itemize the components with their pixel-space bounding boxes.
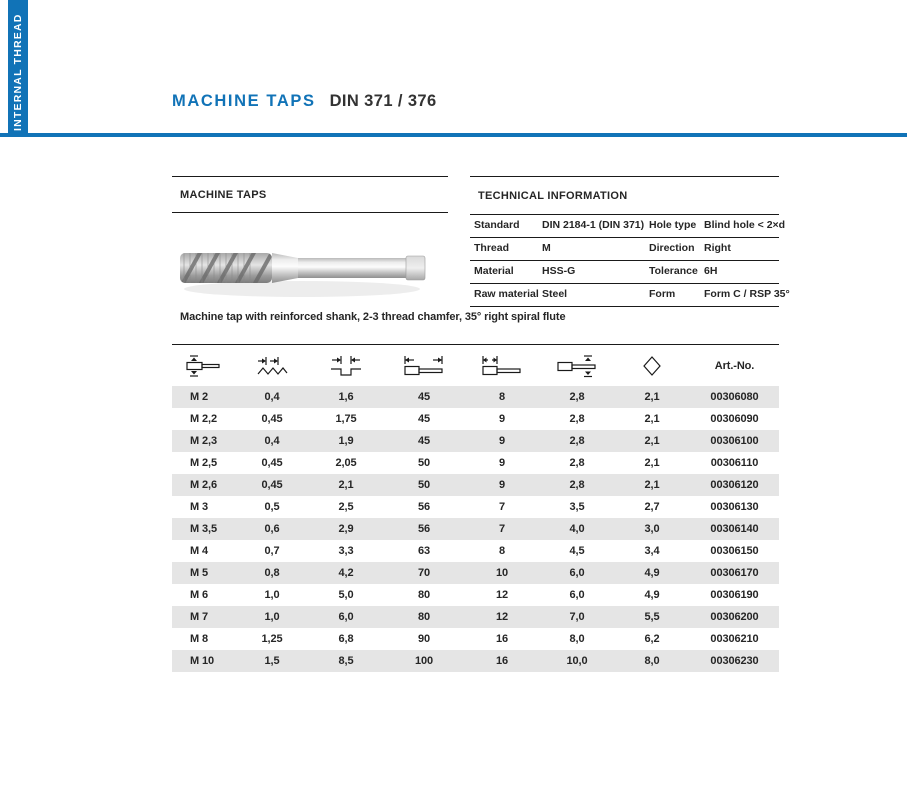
tech-label: Thread <box>474 242 510 254</box>
value-cell: 0,45 <box>261 479 283 491</box>
value-cell: 7,0 <box>569 611 585 623</box>
tech-label: Material <box>474 265 514 277</box>
value-cell: 7 <box>498 523 506 535</box>
table-row <box>172 650 779 672</box>
value-cell: 10,0 <box>566 655 588 667</box>
value-cell: 8 <box>498 391 506 403</box>
value-cell: 2,1 <box>644 435 660 447</box>
product-section-header: MACHINE TAPS <box>172 176 448 213</box>
internal-thread-spine-tab <box>8 0 28 137</box>
value-cell: 0,45 <box>261 413 283 425</box>
value-cell: 12 <box>495 611 509 623</box>
value-cell: 2,7 <box>644 501 660 513</box>
size-cell: M 2,6 <box>190 479 218 491</box>
art-no-cell: 00306090 <box>710 413 759 425</box>
size-cell: M 4 <box>190 545 209 557</box>
tech-value: Form C / RSP 35° <box>704 288 790 300</box>
value-cell: 3,3 <box>338 545 354 557</box>
value-cell: 8,0 <box>644 655 660 667</box>
value-cell: 16 <box>495 633 509 645</box>
value-cell: 0,4 <box>264 435 280 447</box>
product-section <box>172 176 448 311</box>
value-cell: 2,5 <box>338 501 354 513</box>
value-cell: 9 <box>498 413 506 425</box>
value-cell: 4,0 <box>569 523 585 535</box>
value-cell: 6,0 <box>569 567 585 579</box>
value-cell: 50 <box>417 457 431 469</box>
machine-tap-photo <box>176 227 428 311</box>
value-cell: 0,4 <box>264 391 280 403</box>
size-cell: M 2,5 <box>190 457 218 469</box>
value-cell: 2,8 <box>569 479 585 491</box>
size-table-header <box>172 344 779 386</box>
machine-tap-illustration <box>176 227 428 311</box>
value-cell: 4,2 <box>338 567 354 579</box>
table-row <box>172 496 779 518</box>
value-cell: 80 <box>417 589 431 601</box>
art-no-cell: 00306150 <box>710 545 759 557</box>
table-row <box>172 452 779 474</box>
value-cell: 5,0 <box>338 589 354 601</box>
value-cell: 5,5 <box>644 611 660 623</box>
art-no-cell: 00306110 <box>710 457 759 469</box>
value-cell: 6,2 <box>644 633 660 645</box>
tech-label: Form <box>649 288 676 300</box>
value-cell: 4,9 <box>644 567 660 579</box>
value-cell: 56 <box>417 501 431 513</box>
tech-value: Blind hole < 2×d <box>704 219 786 231</box>
size-cell: M 8 <box>190 633 209 645</box>
value-cell: 50 <box>417 479 431 491</box>
table-row <box>172 474 779 496</box>
tech-value: 6H <box>704 265 718 277</box>
table-row <box>172 562 779 584</box>
tech-value: Steel <box>542 288 568 300</box>
value-cell: 2,8 <box>569 435 585 447</box>
size-cell: M 2,2 <box>190 413 218 425</box>
pitch-icon <box>236 345 308 387</box>
tech-value: M <box>542 242 551 254</box>
value-cell: 2,9 <box>338 523 354 535</box>
size-cell: M 5 <box>190 567 209 579</box>
value-cell: 0,8 <box>264 567 280 579</box>
value-cell: 45 <box>417 435 431 447</box>
art-no-cell: 00306080 <box>710 391 759 403</box>
art-no-cell: 00306130 <box>710 501 759 513</box>
page-title-main: MACHINE TAPS <box>172 92 316 110</box>
value-cell: 9 <box>498 457 506 469</box>
value-cell: 16 <box>495 655 509 667</box>
table-row <box>172 386 779 408</box>
art-no-cell: 00306200 <box>710 611 759 623</box>
title-divider <box>0 133 907 137</box>
value-cell: 0,6 <box>264 523 280 535</box>
tech-label: Direction <box>649 242 695 254</box>
art-no-cell: 00306230 <box>710 655 759 667</box>
spine-tab-label: INTERNAL THREAD <box>12 13 24 131</box>
value-cell: 2,1 <box>644 391 660 403</box>
shank-diameter-icon <box>540 345 614 387</box>
art-no-cell: 00306170 <box>710 567 759 579</box>
tech-row <box>470 284 790 307</box>
value-cell: 2,8 <box>569 457 585 469</box>
value-cell: 2,1 <box>644 479 660 491</box>
value-cell: 2,8 <box>569 391 585 403</box>
value-cell: 4,9 <box>644 589 660 601</box>
table-row <box>172 584 779 606</box>
table-row <box>172 518 779 540</box>
tech-value: HSS-G <box>542 265 576 277</box>
value-cell: 1,25 <box>261 633 283 645</box>
table-row <box>172 430 779 452</box>
core-diameter-icon <box>308 345 384 387</box>
tech-label: Tolerance <box>649 265 698 277</box>
value-cell: 8,0 <box>569 633 585 645</box>
tech-value: DIN 2184-1 (DIN 371) <box>542 219 645 231</box>
table-row <box>172 540 779 562</box>
art-no-cell: 00306100 <box>710 435 759 447</box>
thread-length-icon <box>464 345 540 387</box>
value-cell: 3,0 <box>644 523 660 535</box>
value-cell: 45 <box>417 413 431 425</box>
technical-information-section <box>470 176 790 307</box>
value-cell: 0,5 <box>264 501 280 513</box>
value-cell: 8,5 <box>338 655 354 667</box>
value-cell: 6,0 <box>338 611 354 623</box>
value-cell: 1,5 <box>264 655 280 667</box>
thread-diameter-icon <box>172 345 236 387</box>
size-table-body <box>172 386 779 672</box>
value-cell: 1,0 <box>264 611 280 623</box>
size-cell: M 3 <box>190 501 209 513</box>
value-cell: 70 <box>417 567 431 579</box>
value-cell: 63 <box>417 545 431 557</box>
value-cell: 100 <box>414 655 434 667</box>
value-cell: 3,4 <box>644 545 660 557</box>
size-cell: M 6 <box>190 589 209 601</box>
value-cell: 1,0 <box>264 589 280 601</box>
value-cell: 6,0 <box>569 589 585 601</box>
value-cell: 1,9 <box>338 435 354 447</box>
art-no-cell: 00306210 <box>710 633 759 645</box>
page-title-sub: DIN 371 / 376 <box>329 92 437 110</box>
size-cell: M 10 <box>190 655 215 667</box>
size-cell: M 2 <box>190 391 209 403</box>
table-row <box>172 606 779 628</box>
tech-value: Right <box>704 242 731 254</box>
product-description: Machine tap with reinforced shank, 2-3 thread chamfer, 35° right spiral flute <box>180 311 566 323</box>
table-row <box>172 408 779 430</box>
tech-label: Raw material <box>474 288 539 300</box>
art-no-cell: 00306190 <box>710 589 759 601</box>
value-cell: 2,1 <box>644 457 660 469</box>
value-cell: 12 <box>495 589 509 601</box>
overall-length-icon <box>384 345 464 387</box>
tech-label: Hole type <box>649 219 697 231</box>
value-cell: 45 <box>417 391 431 403</box>
value-cell: 8 <box>498 545 506 557</box>
value-cell: 56 <box>417 523 431 535</box>
value-cell: 2,8 <box>569 413 585 425</box>
value-cell: 2,05 <box>335 457 357 469</box>
size-cell: M 2,3 <box>190 435 218 447</box>
technical-information-header: TECHNICAL INFORMATION <box>470 176 779 214</box>
tech-row <box>470 215 786 238</box>
value-cell: 4,5 <box>569 545 585 557</box>
art-no-cell: 00306140 <box>710 523 759 535</box>
value-cell: 10 <box>495 567 509 579</box>
page-title <box>172 92 437 111</box>
value-cell: 0,7 <box>264 545 280 557</box>
technical-information-table <box>470 214 790 307</box>
value-cell: 1,75 <box>335 413 357 425</box>
size-table <box>172 344 779 672</box>
value-cell: 6,8 <box>338 633 354 645</box>
value-cell: 3,5 <box>569 501 585 513</box>
tech-label: Standard <box>474 219 520 231</box>
value-cell: 90 <box>417 633 431 645</box>
value-cell: 1,6 <box>338 391 354 403</box>
size-cell: M 7 <box>190 611 209 623</box>
square-icon <box>614 345 690 387</box>
table-row <box>172 628 779 650</box>
value-cell: 0,45 <box>261 457 283 469</box>
value-cell: 2,1 <box>644 413 660 425</box>
art-no-cell: 00306120 <box>710 479 759 491</box>
art-no-header: Art.-No. <box>714 360 755 372</box>
value-cell: 80 <box>417 611 431 623</box>
tech-row <box>470 238 779 261</box>
value-cell: 2,1 <box>338 479 354 491</box>
value-cell: 7 <box>498 501 506 513</box>
size-cell: M 3,5 <box>190 523 218 535</box>
value-cell: 9 <box>498 435 506 447</box>
tech-row <box>470 261 779 284</box>
value-cell: 9 <box>498 479 506 491</box>
